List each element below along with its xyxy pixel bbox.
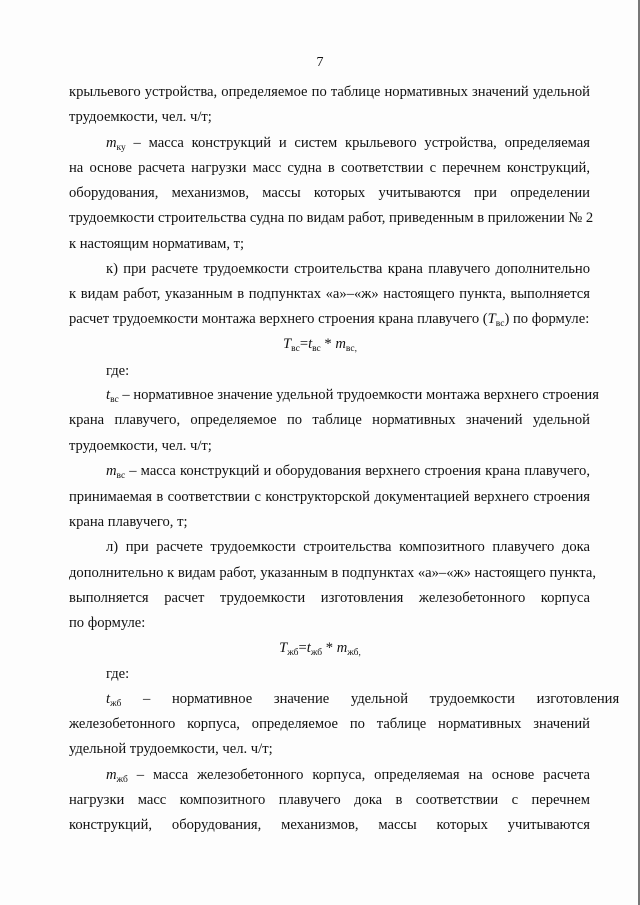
symbol-subscript: вс (116, 471, 126, 481)
text-line: крана плавучего, т; (69, 514, 188, 530)
formula-symbol: T (279, 640, 288, 656)
text-span: – нормативное значение удельной трудоемкости изготовления (121, 691, 620, 707)
text-line: к) при расчете трудоемкости строительства крана плавучего дополнительно (106, 261, 590, 277)
symbol: m (106, 767, 117, 783)
symbol: m (106, 463, 117, 479)
text-line: к настоящим нормативам, т; (69, 236, 245, 252)
text-line: крана плавучего, определяемое по таблице нормативных значений удельной (69, 412, 590, 428)
symbol-subscript: вс (110, 395, 119, 405)
text-line (106, 386, 599, 409)
text-line: на основе расчета нагрузки масс судна в соответствии с перечнем конструкций, (69, 160, 590, 176)
formula-operator: = (299, 336, 309, 352)
symbol-subscript: ку (116, 143, 126, 153)
symbol: m (106, 135, 117, 151)
formula-subscript: вс, (345, 344, 357, 354)
text-line (106, 766, 590, 789)
text-line: дополнительно к видам работ, указанным в подпунктах «а»–«ж» настоящего пункта, (69, 565, 596, 581)
text-line: трудоемкости, чел. ч/т; (69, 109, 212, 125)
text-line: где: (106, 363, 130, 379)
symbol-subscript: жб (110, 699, 122, 709)
text-span: – масса конструкций и систем крыльевого устройства, определяемая (125, 135, 590, 151)
text-line (106, 134, 590, 157)
formula-crane (0, 336, 640, 354)
text-span: – нормативное значение удельной трудоемкости монтажа верхнего строения (118, 387, 599, 403)
formula-subscript: вс (291, 344, 300, 354)
symbol-subscript: вс (495, 319, 505, 329)
text-line (106, 690, 620, 713)
text-line: л) при расчете трудоемкости строительства композитного плавучего дока (106, 539, 590, 555)
formula-operator: * (320, 336, 336, 352)
text-line: трудоемкости, чел. ч/т; (69, 438, 212, 454)
formula-concrete (0, 640, 640, 658)
formula-symbol: T (283, 336, 292, 352)
text-span: – масса железобетонного корпуса, определяемая на основе расчета (127, 767, 590, 783)
text-line: оборудования, механизмов, массы которых учитываются при определении (69, 185, 590, 201)
formula-subscript: жб (287, 648, 299, 658)
text-line: крыльевого устройства, определяемое по таблице нормативных значений удельной (69, 84, 590, 100)
text-span: – масса конструкций и оборудования верхнего строения крана плавучего, (125, 463, 590, 479)
text-line: железобетонного корпуса, определяемое по таблице нормативных значений (69, 716, 590, 732)
text-span: ) по формуле: (504, 311, 590, 327)
text-line: где: (106, 666, 130, 682)
text-line: выполняется расчет трудоемкости изготовления железобетонного корпуса (69, 590, 590, 606)
formula-operator: * (322, 640, 337, 656)
symbol: t (106, 691, 111, 707)
text-line (69, 310, 589, 333)
symbol-subscript: жб (116, 775, 128, 785)
symbol: T (487, 311, 496, 327)
text-line: конструкций, оборудования, механизмов, массы которых учитываются (69, 817, 590, 833)
text-line: по формуле: (69, 615, 146, 631)
formula-subscript: вс (312, 344, 321, 354)
text-line: трудоемкости строительства судна по видам работ, приведенным в приложении № 2 (69, 210, 594, 226)
formula-subscript: жб, (347, 648, 361, 658)
formula-symbol: t (306, 640, 311, 656)
formula-symbol: t (308, 336, 313, 352)
text-line: нагрузки масс композитного плавучего дока в соответствии с перечнем (69, 792, 590, 808)
text-line: принимаемая в соответствии с конструкторской документацией верхнего строения (69, 489, 590, 505)
text-line: удельной трудоемкости, чел. ч/т; (69, 741, 273, 757)
formula-operator: = (298, 640, 307, 656)
formula-symbol: m (335, 336, 346, 352)
formula-subscript: жб (310, 648, 323, 658)
text-line (106, 462, 590, 485)
symbol: t (106, 387, 111, 403)
text-line: к видам работ, указанным в подпунктах «а»–«ж» настоящего пункта, выполняется (69, 286, 590, 302)
page-number: 7 (316, 55, 324, 70)
formula-symbol: m (336, 640, 348, 656)
text-span: расчет трудоемкости монтажа верхнего строения крана плавучего ( (69, 311, 488, 327)
